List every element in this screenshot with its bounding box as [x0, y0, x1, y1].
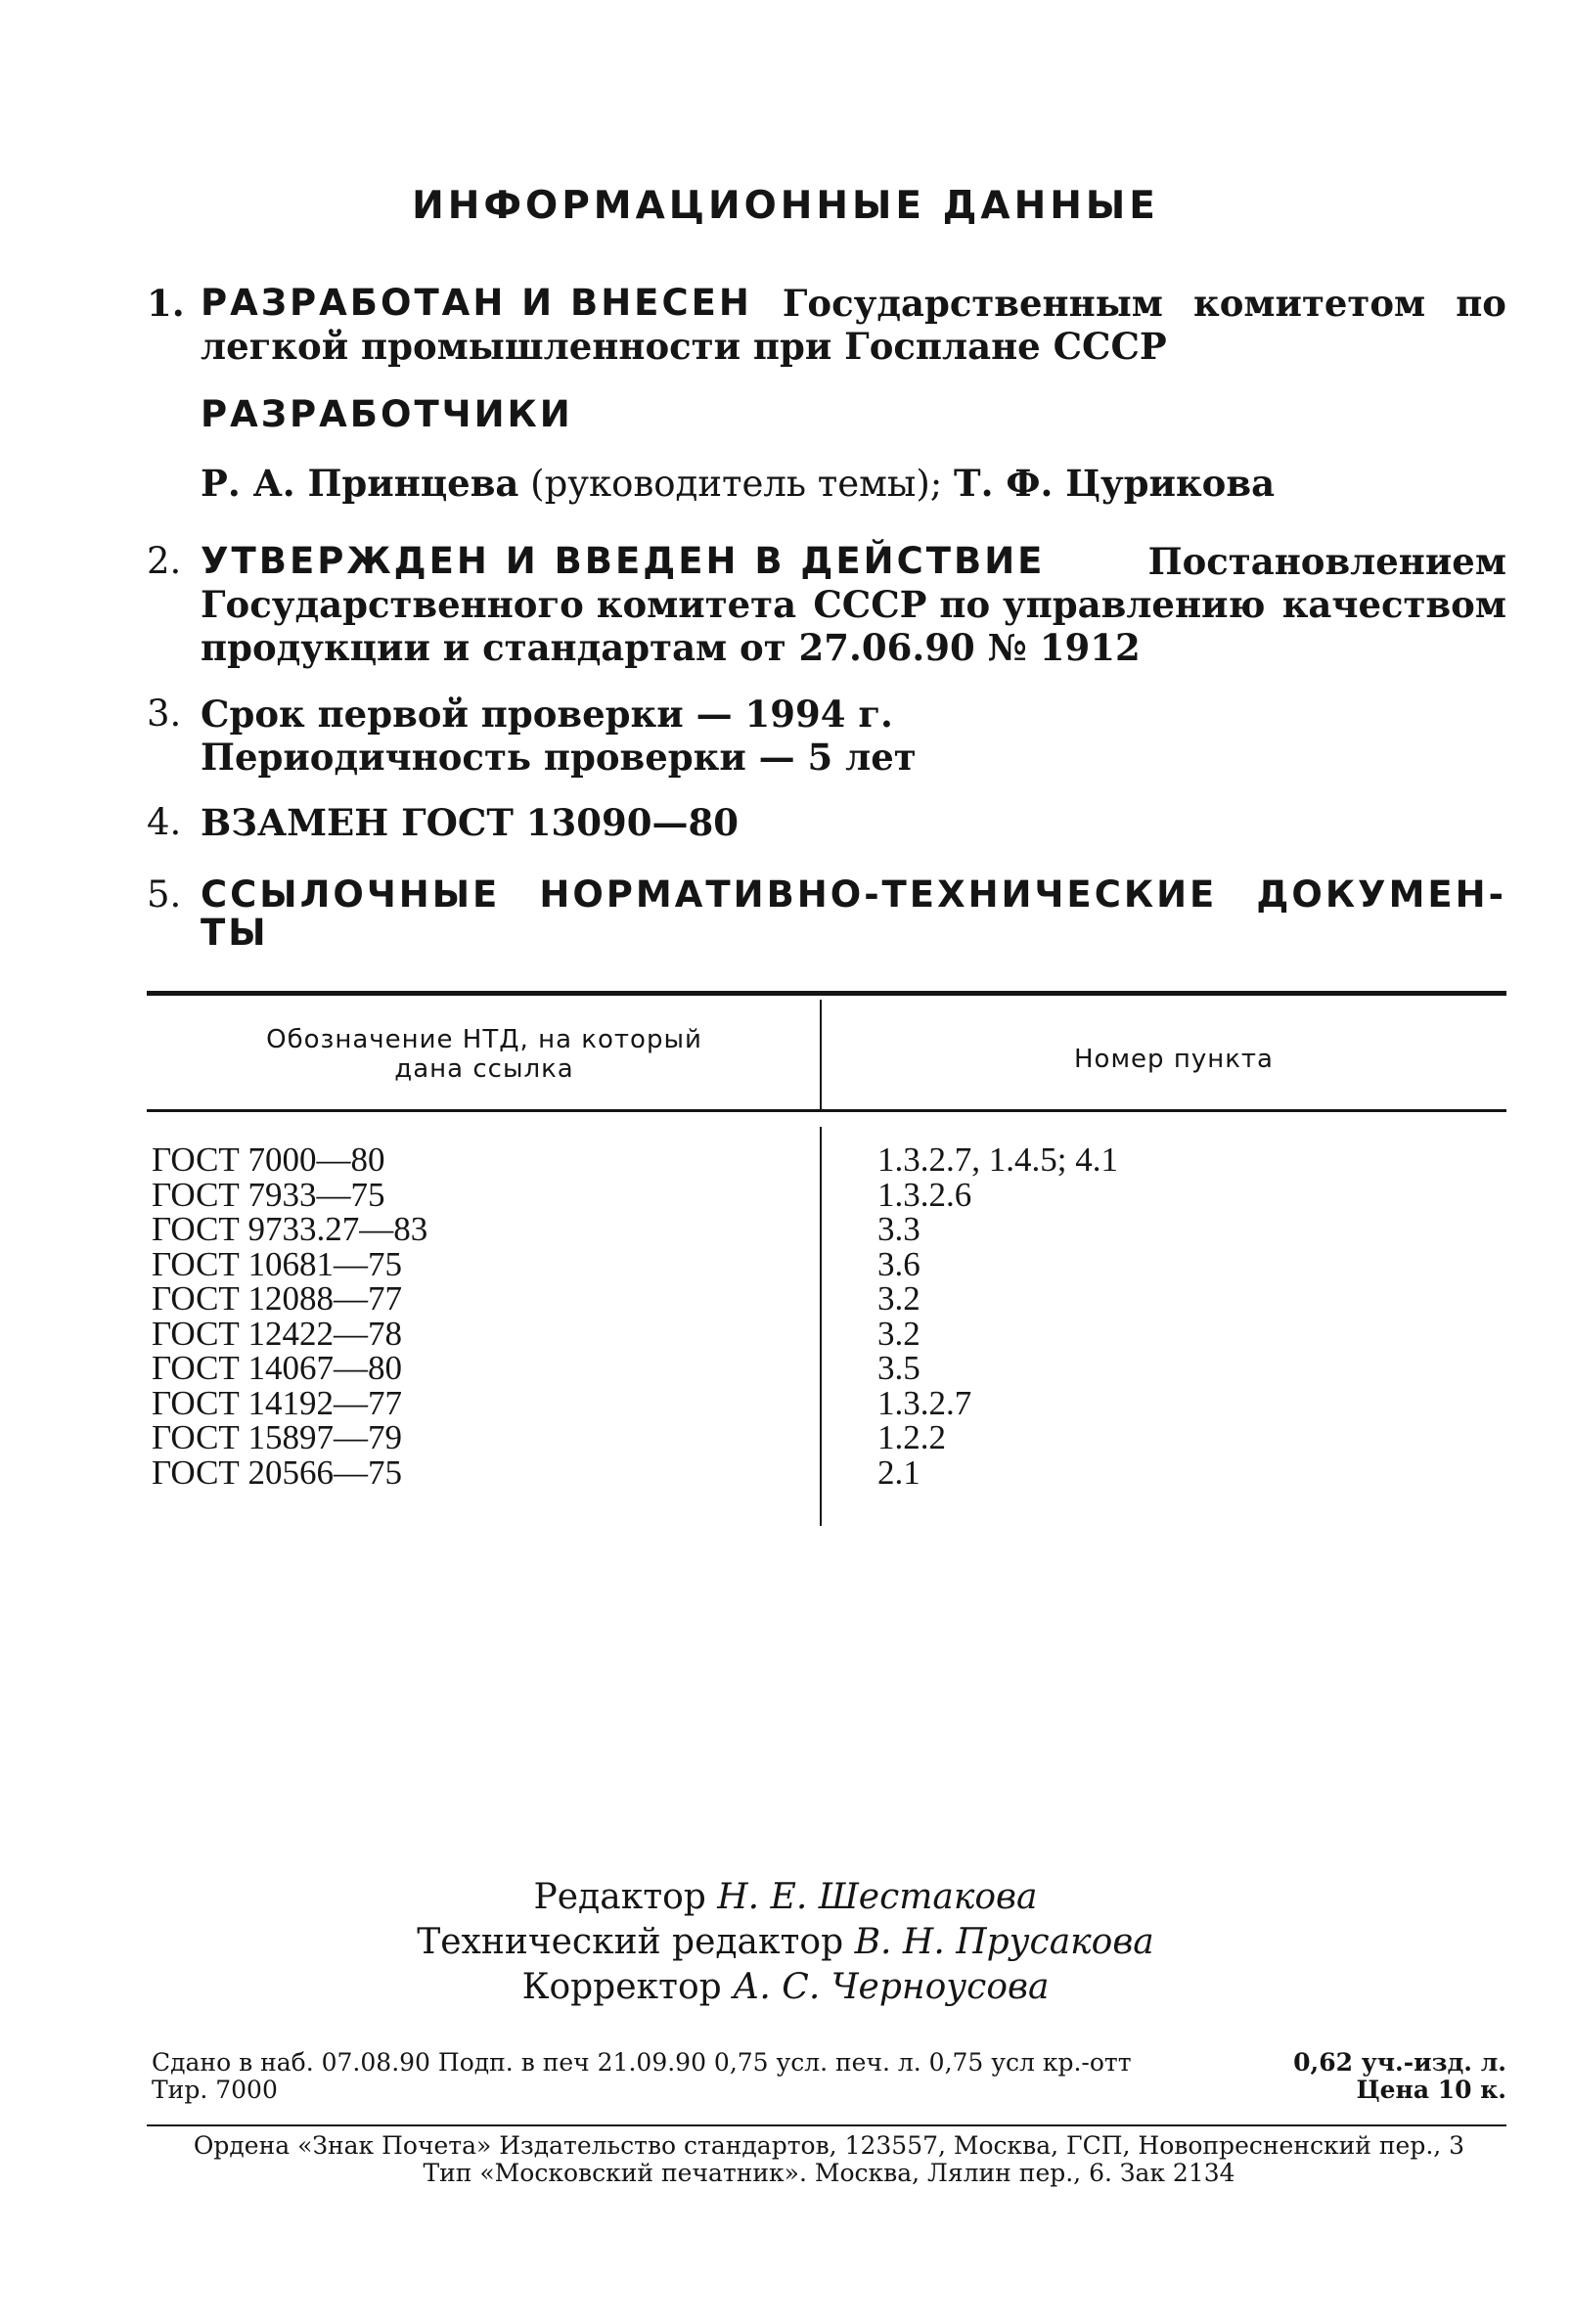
header-text: дана ссылка	[394, 1054, 574, 1084]
imprint-rule	[147, 2124, 1506, 2126]
item5-line1	[201, 873, 1506, 916]
table-cell-clause: 3.3	[877, 1210, 920, 1248]
imprint-text: 0,62 уч.-изд. л.	[1293, 2048, 1506, 2077]
imprint-block	[152, 2049, 1506, 2104]
table-cell-designation: ГОСТ 15897—79	[152, 1418, 403, 1456]
credit-label: Корректор	[521, 1967, 722, 2007]
table-cell-designation: ГОСТ 12088—77	[152, 1279, 403, 1318]
credit-proofreader	[0, 1965, 1571, 2010]
credit-editor	[0, 1875, 1571, 1920]
item1-word: комитетом	[1192, 282, 1426, 325]
item2-word: Государственного комитета	[201, 583, 797, 626]
item2-word: качеством	[1281, 583, 1506, 626]
item-number: 1.	[147, 282, 185, 325]
imprint-line	[152, 2049, 1506, 2077]
table-cell-designation: ГОСТ 9733.27—83	[152, 1210, 428, 1248]
item3-line2: Периодичность проверки — 5 лет	[201, 736, 917, 779]
developer-name: Т. Ф. Цурикова	[954, 462, 1276, 505]
table-cell-clause: 3.5	[877, 1349, 920, 1387]
item2-line3: продукции и стандартам от 27.06.90 № 1912	[201, 626, 1141, 669]
credits-block	[0, 1875, 1571, 2010]
item1-line1	[201, 282, 1506, 325]
item5-line2: ТЫ	[201, 912, 269, 954]
header-text: Обозначение НТД, на который	[266, 1025, 702, 1054]
table-column-clause	[877, 1142, 1118, 1490]
table-body-divider	[820, 1127, 822, 1526]
publisher-line: Ордена «Знак Почета» Издательство стандартов, 123557, Москва, ГСП, Новопресненский пер., 3	[193, 2131, 1465, 2160]
developers-line	[201, 462, 1506, 506]
table-header-rule	[147, 1109, 1506, 1112]
credit-name: Н. Е. Шестакова	[717, 1877, 1038, 1917]
item2-word: Постановлением	[1147, 540, 1506, 583]
table-cell-clause: 1.3.2.6	[877, 1175, 972, 1214]
table-cell-designation: ГОСТ 20566—75	[152, 1452, 403, 1492]
item1-word: по	[1456, 282, 1506, 325]
table-cell-clause: 3.2	[877, 1279, 920, 1318]
developer-name: Р. А. Принцева	[201, 462, 519, 505]
table-cell-clause: 1.3.2.7, 1.4.5; 4.1	[877, 1140, 1118, 1179]
table-cell-designation: ГОСТ 14067—80	[152, 1349, 403, 1387]
table-header-designation	[166, 1025, 802, 1084]
imprint-text: Сдано в наб. 07.08.90 Подп. в печ 21.09.90 0,75 усл. печ. л. 0,75 усл кр.-отт	[152, 2048, 1132, 2077]
item2-heading: УТВЕРЖДЕН И ВВЕДЕН В ДЕЙСТВИЕ	[201, 540, 1046, 582]
imprint-text: Тир. 7000	[152, 2076, 278, 2104]
table-cell-designation: ГОСТ 14192—77	[152, 1383, 403, 1422]
item-number: 3.	[147, 693, 182, 735]
table-cell-designation: ГОСТ 12422—78	[152, 1314, 403, 1353]
credit-name: В. Н. Прусакова	[854, 1922, 1154, 1962]
table-top-rule	[147, 991, 1506, 996]
item-replaces	[147, 801, 1506, 844]
item2-line2	[201, 583, 1506, 626]
table-cell-designation: ГОСТ 7000—80	[152, 1140, 385, 1179]
table-cell-clause: 1.3.2.7	[877, 1383, 972, 1422]
item4-text: ВЗАМЕН ГОСТ 13090—80	[201, 801, 739, 844]
credit-label: Технический редактор	[417, 1922, 844, 1962]
table-column-designation	[152, 1142, 427, 1490]
item5-word: НОРМАТИВНО-ТЕХНИЧЕСКИЕ	[539, 873, 1218, 916]
developer-role: (руководитель темы);	[530, 463, 943, 505]
item5-word: ССЫЛОЧНЫЕ	[201, 873, 501, 916]
item-number: 4.	[147, 801, 182, 843]
item-developed-by	[147, 282, 1506, 506]
item-check-period	[147, 693, 1506, 779]
item3-line1: Срок первой проверки — 1994 г.	[201, 693, 893, 736]
item-approved	[147, 540, 1506, 669]
table-header-divider	[820, 1000, 822, 1109]
item2-line1	[201, 540, 1506, 583]
credit-label: Редактор	[533, 1877, 706, 1917]
item1-word: Государственным	[782, 282, 1163, 325]
developers-heading: РАЗРАБОТЧИКИ	[201, 393, 573, 435]
table-cell-clause: 2.1	[877, 1452, 920, 1492]
item-reference-docs	[147, 873, 1506, 954]
item1-line2: легкой промышленности при Госплане СССР	[201, 325, 1167, 368]
table-cell-clause: 3.2	[877, 1314, 920, 1353]
item5-word: ДОКУМЕН-	[1256, 873, 1506, 916]
publisher-block	[152, 2132, 1506, 2187]
item1-heading: РАЗРАБОТАН И ВНЕСЕН	[201, 282, 752, 324]
item-number: 5.	[147, 873, 182, 916]
table-cell-clause: 1.2.2	[877, 1418, 946, 1456]
table-header-clause: Номер пункта	[1073, 1045, 1274, 1074]
item-number: 2.	[147, 540, 182, 582]
credit-tech-editor	[0, 1920, 1571, 1965]
imprint-text: Цена 10 к.	[1356, 2076, 1506, 2104]
table-cell-designation: ГОСТ 7933—75	[152, 1175, 385, 1214]
table-cell-clause: 3.6	[877, 1244, 920, 1283]
credit-name: А. С. Черноусова	[733, 1967, 1050, 2007]
table-cell-designation: ГОСТ 10681—75	[152, 1244, 403, 1283]
imprint-line	[152, 2077, 1506, 2104]
printer-line: Тип «Московский печатник». Москва, Лялин пер., 6. Зак 2134	[423, 2159, 1235, 2187]
item2-word: СССР по управлению	[813, 583, 1266, 626]
page-title: ИНФОРМАЦИОННЫЕ ДАННЫЕ	[412, 184, 1159, 228]
